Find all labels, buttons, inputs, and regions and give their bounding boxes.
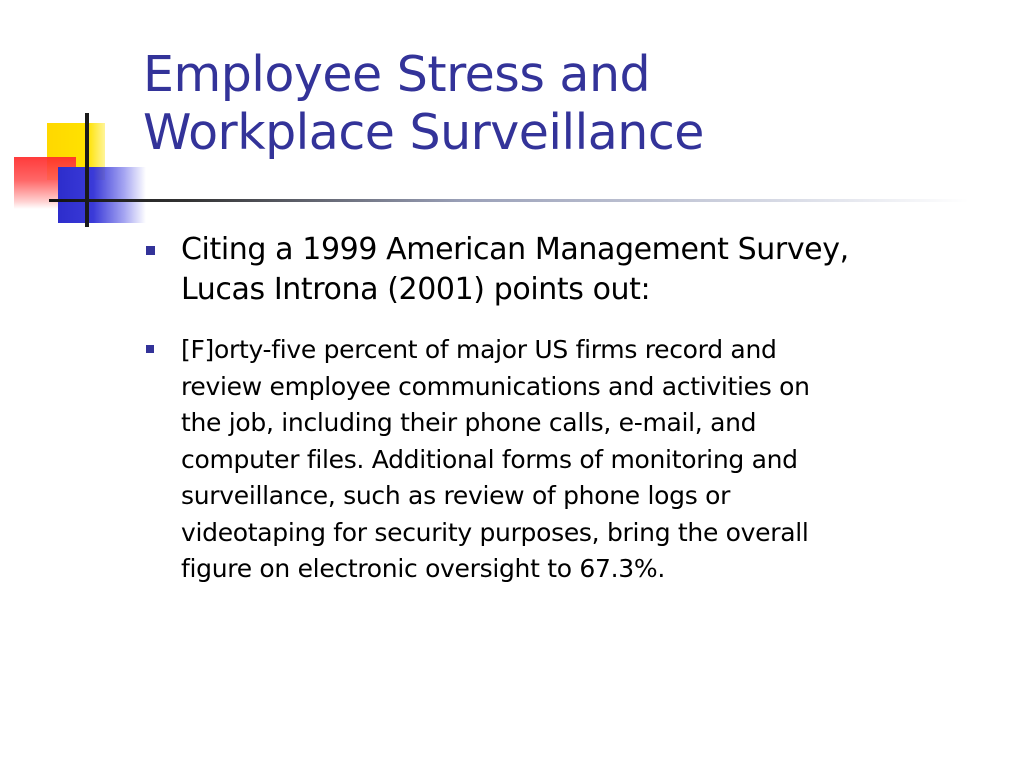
quote-line: [F]orty-five percent of major US firms record and <box>181 335 777 364</box>
slide-title <box>143 46 1003 162</box>
blue-square <box>58 167 146 223</box>
title-underline-rule <box>49 199 969 202</box>
quote-line: videotaping for security purposes, bring the overall <box>181 517 809 547</box>
bullet-item-quote <box>145 332 995 588</box>
slide-body <box>145 230 995 588</box>
bullet-line: Lucas Introna (2001) points out: <box>181 272 651 307</box>
quote-line: surveillance, such as review of phone logs or <box>181 481 731 510</box>
bullet-line: Citing a 1999 American Management Survey, <box>181 232 849 267</box>
quote-line: computer files. Additional forms of monitoring and <box>181 444 798 474</box>
title-line-2: Workplace Surveillance <box>143 104 704 161</box>
square-bullet-icon <box>146 345 154 353</box>
square-bullet-icon <box>146 246 155 255</box>
decorative-logo <box>0 0 150 240</box>
title-line-1: Employee Stress and <box>143 46 651 103</box>
bullet-item <box>145 230 995 310</box>
quote-line: the job, including their phone calls, e-mail, and <box>181 408 757 437</box>
quote-line: review employee communications and activities on <box>181 371 810 401</box>
quote-line: figure on electronic oversight to 67.3%. <box>181 554 665 583</box>
vertical-rule <box>85 113 89 227</box>
